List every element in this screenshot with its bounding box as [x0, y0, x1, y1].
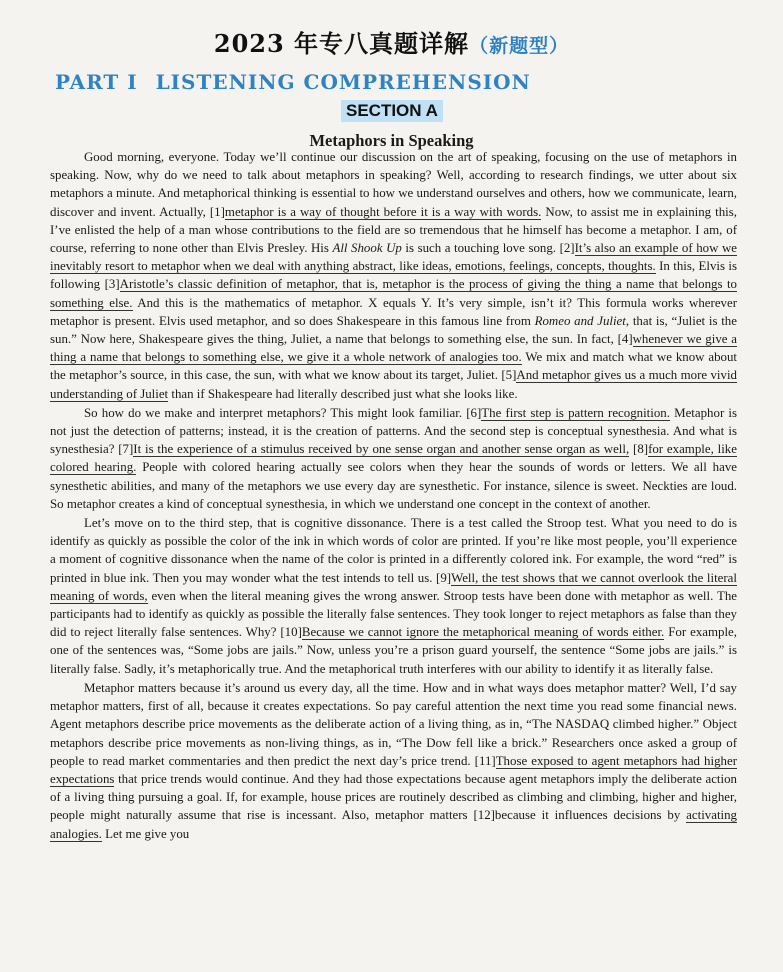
answer-2-underline: It’s also an example of how we inevitably resort to metaphor when we deal with anything abstract, like ideas, emotions, feelings, concepts, thoughts.: [50, 241, 737, 274]
part-heading: [55, 70, 531, 94]
part-label: PART I: [55, 70, 138, 94]
text: [8]: [629, 442, 649, 457]
paragraph-4: [50, 679, 737, 843]
text: For example, one of the sentences was, “Some jobs are jails.” Now, unless you’re a prison guard yourself, the sentence “Some jobs are jails.” is literally false. Sadly, it’s metaphorically true. And the metaphorical truth interferes with our ability to identify it as literally false.: [50, 625, 737, 676]
section-label: SECTION A: [341, 100, 443, 122]
paragraph-2: [50, 404, 737, 513]
text: Good morning, everyone. Today we’ll continue our discussion on the art of speaking, focusing on the use of metaphors in speaking. Now, why do we need to talk about metaphors in speaking? Well, according to research findings, we utter about six metaphors a minute. And metaphorical thinking is essential to how we understand ourselves and others, how we communicate, learn, discover and invent. Actually, [1]: [50, 150, 737, 219]
text: People with colored hearing actually see colors when they hear the sounds of words or letters. We all have synesthetic abilities, and many of the metaphors we use every day are synesthetic. For instance, silence is sweet. Neckties are loud. So metaphor creates a kind of conceptual synesthesia, in which we understand one concept in the context of another.: [50, 460, 737, 511]
book-title-subtitle: （新题型）: [469, 35, 570, 57]
text: Metaphor matters because it’s around us every day, all the time. How and in what ways does metaphor matter? Well, I’d say metaphor matters, first of all, because it creates expectations. So pay careful attention the next time you read some financial news. Agent metaphors describe price movements as the deliberate action of a living thing, as in, “The NASDAQ climbed higher.” Object metaphors describe price movements as non-living things, as in, “The Dow fell like a brick.” Researchers once asked a group of people to read market commentaries and then predict the next day’s price trend. [11]: [50, 680, 737, 768]
text: So how do we make and interpret metaphors? This might look familiar. [6]: [84, 405, 482, 420]
text: We mix and match what we know about the metaphor’s source, in this case, the sun, with what we know about its target, Juliet. [5]: [50, 350, 737, 383]
text: Let’s move on to the third step, that is cognitive dissonance. There is a test called the Stroop test. What you need to do is identify as quickly as possible the color of the ink in which words of color are printed. If you’re like most people, you’ll experience a moment of cognitive dissonance when the name of the color is printed in a differently colored ink. For example, the word “red” is printed in blue ink. Then you may wonder what the test intends to tell us. [9]: [50, 516, 737, 585]
answer-12-underline: activating analogies.: [50, 808, 737, 841]
answer-10-underline: Because we cannot ignore the metaphorical meaning of words either.: [301, 625, 665, 640]
text: than if Shakespeare had literally described just what she looks like.: [168, 386, 518, 401]
paragraph-1: [50, 148, 737, 403]
text: Now, to assist me in explaining this, I’ve enlisted the help of a man whose contributions to the field are so tremendous that he himself has become a metaphor. I am, of course, referring to none other than Elvis Presley. His: [50, 204, 737, 256]
book-title-main: 2023 年专八真题详解: [213, 29, 470, 58]
answer-8-underline: for example, like colored hearing.: [50, 442, 737, 475]
answer-4-underline: whenever we give a thing a name that belongs to something else, we give it a whole network of analogies too.: [50, 332, 737, 365]
answer-1-underline: metaphor is a way of thought before it is a way with words.: [224, 204, 542, 219]
text: , that is, “Juliet is the sun.” Now here, Shakespeare gives the thing, Juliet, a name that belongs to something else, the sun. In fact, [4]: [50, 313, 737, 347]
answer-5-underline: And metaphor gives us a much more vivid understanding of Juliet: [50, 368, 737, 401]
text: In this, Elvis is following [3]: [50, 259, 737, 292]
answer-3-underline: Aristotle’s classic definition of metaphor, that is, metaphor is the process of giving the thing a name that belongs to something else.: [50, 277, 738, 310]
answer-11-underline: Those exposed to agent metaphors had higher expectations: [50, 753, 737, 786]
text: even when the literal meaning gives the wrong answer. Stroop tests have been done with metaphor as well. The participants had to identify as quickly as possible the literally false sentences. They took longer to reject metaphors as false than they did to reject literally false sentences. Why? [10]: [50, 588, 737, 640]
article-title: Metaphors in Speaking: [309, 131, 474, 150]
answer-7-underline: It is the experience of a stimulus received by one sense organ and another sense organ as well,: [133, 442, 630, 457]
text: Metaphor is not just the detection of patterns; instead, it is the creation of patterns. And the second step is conceptual synesthesia. And what is synesthesia? [7]: [50, 405, 737, 457]
song-title: All Shook Up: [332, 241, 402, 256]
text: Let me give you: [101, 826, 190, 841]
article-body: [50, 148, 737, 844]
answer-9-underline: Well, the test shows that we cannot overlook the literal meaning of words,: [50, 570, 737, 603]
text: that price trends would continue. And they had those expectations because agent metaphors imply the deliberate action of a living thing pursuing a goal. If, for example, house prices are routinely described as climbing and climbing, higher and higher, people might naturally assume that rise is incessant. Also, metaphor matters [12]because it influences decisions by: [50, 771, 737, 823]
paragraph-3: [50, 514, 737, 678]
part-title: LISTENING COMPREHENSION: [155, 70, 531, 94]
text: is such a touching love song. [2]: [401, 241, 575, 256]
play-title: Romeo and Juliet: [534, 313, 626, 328]
text: And this is the mathematics of metaphor. X equals Y. It’s very simple, isn’t it? This formula works wherever metaphor is present. Elvis used metaphor, and so does Shakespeare in this famous line from: [50, 295, 737, 328]
answer-6-underline: The first step is pattern recognition.: [481, 405, 670, 420]
book-title: [0, 24, 783, 59]
